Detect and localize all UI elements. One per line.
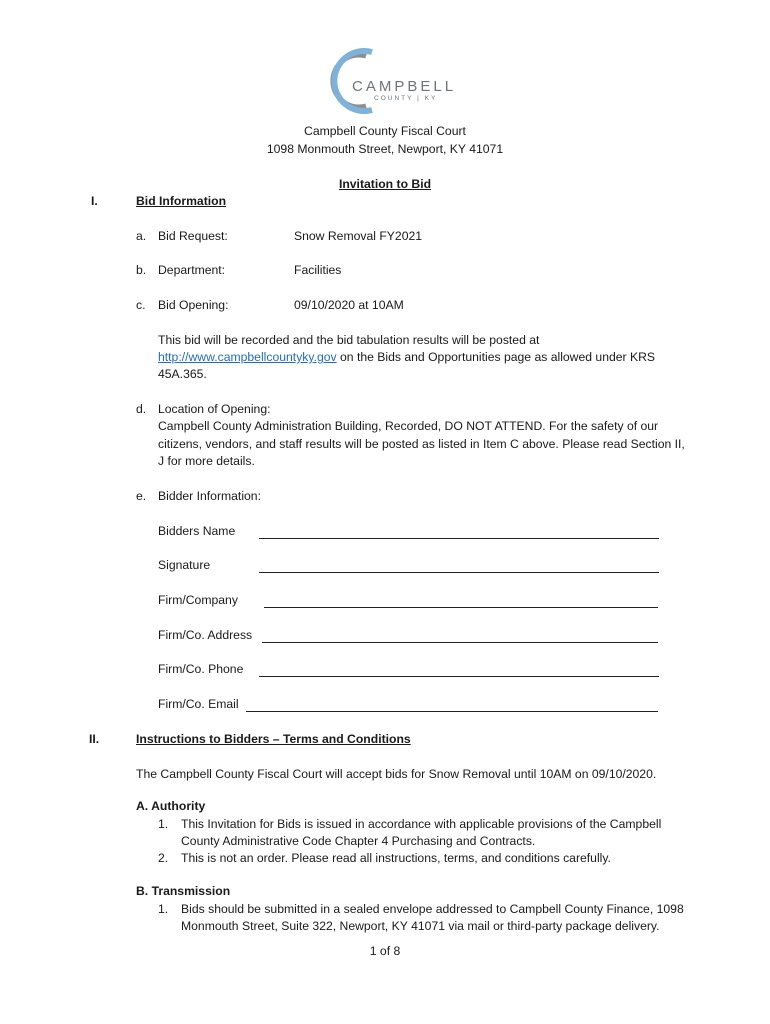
page-number: 1 of 8 [369,944,401,958]
item-value: 09/10/2020 at 10AM [294,298,404,312]
item-number: 1. [158,817,169,831]
record-line-2 [158,350,655,364]
firm-company-label: Firm/Company [158,593,238,607]
item-letter: b. [136,263,147,277]
firm-phone-field[interactable] [259,676,659,677]
logo-wordmark: CAMPBELL [352,78,457,95]
county-website-link[interactable]: http://www.campbellcountyky.gov [158,350,337,364]
item-value: Snow Removal FY2021 [294,229,423,243]
item-letter: e. [136,489,147,503]
section-1-heading: Bid Information [136,194,227,208]
location-line-1: Campbell County Administration Building, Recorded, DO NOT ATTEND. For the safety of our [158,419,659,433]
item-label: Bid Opening: [158,298,229,312]
section-2-numeral: II. [89,732,100,746]
authority-heading: A. Authority [136,799,206,813]
firm-phone-label: Firm/Co. Phone [158,662,244,676]
org-name: Campbell County Fiscal Court [304,124,466,138]
item-letter: a. [136,229,147,243]
firm-address-field[interactable] [262,642,658,643]
bidders-name-field[interactable] [259,538,659,539]
item-line-1: This is not an order. Please read all instructions, terms, and conditions carefully. [181,851,611,865]
bidders-name-label: Bidders Name [158,524,236,538]
signature-label: Signature [158,558,211,572]
firm-company-field[interactable] [264,607,658,608]
bidder-info-label: Bidder Information: [158,489,261,503]
section-2-intro: The Campbell County Fiscal Court will accept bids for Snow Removal until 10AM on 09/10/2020. [136,767,657,781]
org-address: 1098 Monmouth Street, Newport, KY 41071 [266,142,504,156]
section-1-numeral: I. [91,194,98,208]
firm-email-field[interactable] [246,711,658,712]
section-2-heading: Instructions to Bidders – Terms and Conditions [136,732,411,746]
item-line-2: Monmouth Street, Suite 322, Newport, KY 41071 via mail or third-party package delivery. [181,919,660,933]
firm-address-label: Firm/Co. Address [158,628,253,642]
firm-email-label: Firm/Co. Email [158,697,239,711]
item-label: Department: [158,263,226,277]
transmission-heading: B. Transmission [136,884,231,898]
item-letter: c. [136,298,146,312]
location-line-3: J for more details. [158,454,255,468]
location-label: Location of Opening: [158,402,271,416]
location-line-2: citizens, vendors, and staff results will be posted as listed in Item C above. Please read Section II, [158,437,685,451]
item-line-2: County Administrative Code Chapter 4 Purchasing and Contracts. [181,834,536,848]
logo-subtext: COUNTY | KY [374,95,438,102]
item-value: Facilities [294,263,342,277]
item-line-1: Bids should be submitted in a sealed envelope addressed to Campbell County Finance, 1098 [181,902,684,916]
record-line-2-text: on the Bids and Opportunities page as allowed under KRS [336,350,656,364]
record-line-1: This bid will be recorded and the bid tabulation results will be posted at [158,333,540,347]
signature-field[interactable] [259,572,659,573]
item-number: 2. [158,851,169,865]
item-letter: d. [136,402,147,416]
item-label: Bid Request: [158,229,228,243]
record-line-3: 45A.365. [158,367,207,381]
doc-title: Invitation to Bid [338,177,432,191]
item-number: 1. [158,902,169,916]
item-line-1: This Invitation for Bids is issued in accordance with applicable provisions of the Campbell [181,817,662,831]
